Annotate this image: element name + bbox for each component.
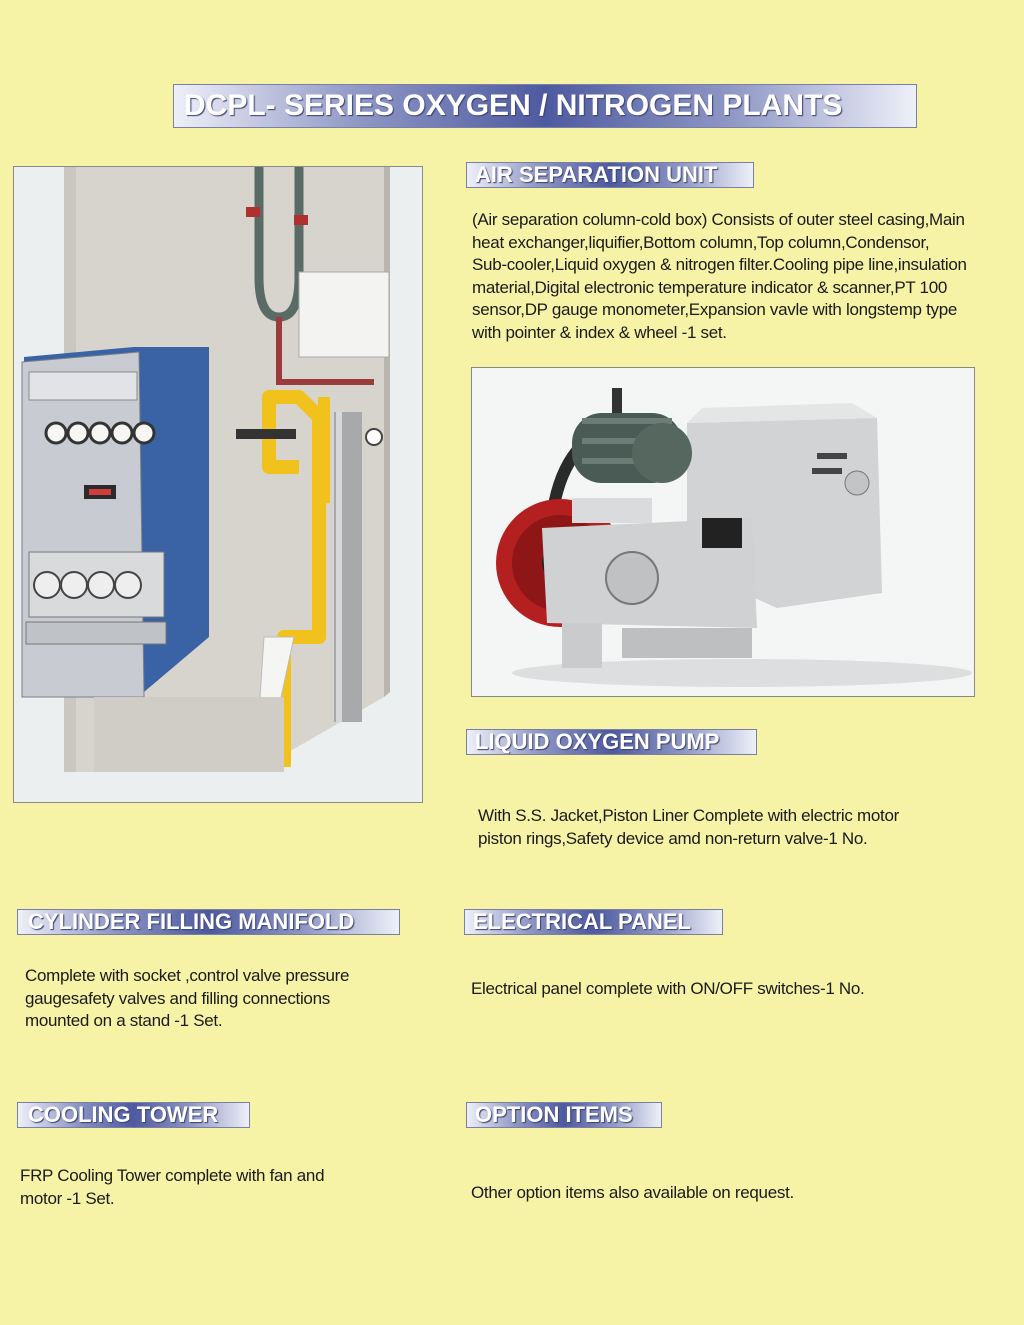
liquid-oxygen-pump-photo [471, 367, 975, 697]
text-line: mounted on a stand -1 Set. [25, 1011, 223, 1030]
liquid-oxygen-pump-heading: LIQUID OXYGEN PUMP [466, 729, 757, 755]
cooling-tower-heading: COOLING TOWER [17, 1102, 250, 1128]
page-title: DCPL- SERIES OXYGEN / NITROGEN PLANTS [173, 84, 917, 128]
air-separation-unit-heading: AIR SEPARATION UNIT [466, 162, 754, 188]
text-line: FRP Cooling Tower complete with fan and [20, 1166, 325, 1185]
cylinder-filling-manifold-description [25, 965, 349, 1033]
text-line: (Air separation column-cold box) Consists of outer steel casing,Main [472, 210, 965, 229]
text-line: heat exchanger,liquifier,Bottom column,Top column,Condensor, [472, 232, 930, 252]
electrical-panel-description [471, 978, 864, 1001]
air-separation-unit-description [472, 209, 967, 344]
text-line: material,Digital electronic temperature indicator & scanner,PT 100 [472, 277, 948, 297]
option-items-description [471, 1182, 794, 1205]
text-line: Complete with socket ,control valve pressure [25, 966, 350, 985]
text-line: motor -1 Set. [20, 1188, 115, 1208]
text-line: Other option items also available on request. [471, 1183, 794, 1202]
text-line: sensor,DP gauge monometer,Expansion vavle with longstemp type [472, 300, 958, 319]
electrical-panel-heading: ELECTRICAL PANEL [464, 909, 723, 935]
text-line: piston rings,Safety device amd non-return valve-1 No. [478, 828, 868, 848]
text-line: Electrical panel complete with ON/OFF switches-1 No. [471, 979, 865, 998]
text-line: Sub-cooler,Liquid oxygen & nitrogen filter.Cooling pipe line,insulation [472, 255, 967, 274]
cooling-tower-description [20, 1165, 324, 1210]
cylinder-filling-manifold-heading: CYLINDER FILLING MANIFOLD [17, 909, 400, 935]
text-line: gaugesafety valves and filling connections [25, 988, 330, 1008]
air-separation-unit-photo [13, 166, 423, 803]
option-items-heading: OPTION ITEMS [466, 1102, 662, 1128]
text-line: with pointer & index & wheel -1 set. [472, 322, 727, 342]
text-line: With S.S. Jacket,Piston Liner Complete with electric motor [478, 806, 899, 825]
liquid-oxygen-pump-description [478, 805, 899, 850]
